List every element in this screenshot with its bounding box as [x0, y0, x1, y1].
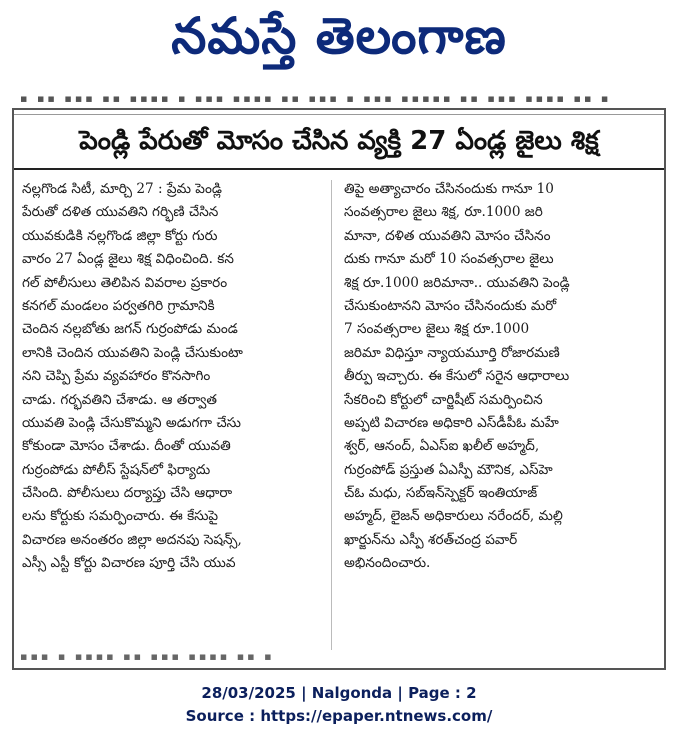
text-line: వారం 27 ఏండ్ల జైలు శిక్ష విధించింది. కన	[22, 251, 234, 268]
article-column-right	[344, 178, 640, 576]
text-line: లను కోర్టుకు సమర్పించారు. ఈ కేసుపై	[22, 508, 219, 525]
headline-rule	[14, 168, 664, 170]
text-line: సేకరించి కోర్టులో చార్జిషీట్ సమర్పించిన	[344, 391, 543, 408]
text-line: నని చెప్పి ప్రేమ వ్యవహారం కొనసాగిం	[22, 368, 211, 385]
text-line: దుకు గానూ మరో 10 సంవత్సరాల జైలు	[344, 251, 554, 268]
text-line: కోకుండా మోసం చేశాడు. దీంతో యువతి	[22, 438, 231, 455]
text-line: తీర్పు ఇచ్చారు. ఈ కేసులో సరైన ఆధారాలు	[344, 368, 570, 385]
article-column-left	[22, 178, 318, 576]
text-line: గుర్రంపోడు పోలీస్ స్టేషన్‌లో ఫిర్యాదు	[22, 461, 211, 478]
text-line: శిక్ష రూ.1000 జరిమానా.. యువతిని పెండ్లి	[344, 274, 570, 291]
newspaper-masthead: నమస్తే తెలంగాణ	[171, 6, 507, 65]
text-line: లానికి చెందిన యువతిని పెండ్లి చేసుకుంటా	[22, 344, 243, 361]
text-line: నల్లగొండ సిటీ, మార్చి 27 : ప్రేమ పెండ్లి	[22, 181, 222, 197]
column-divider	[331, 180, 332, 650]
text-line: సంవత్సరాల జైలు శిక్ష, రూ.1000 జరి	[344, 204, 543, 221]
cropped-text-bottom: ▪▪▪ ▪ ▪▪▪▪ ▪▪ ▪▪▪ ▪▪▪▪ ▪▪ ▪	[20, 652, 275, 662]
text-line: యువతి పెండ్లి చేసుకొమ్మని అడుగగా చేసు	[22, 414, 241, 431]
text-line: శ్వర్, ఆనంద్, ఏఎస్ఐ ఖలీల్ అహ్మద్,	[344, 438, 540, 455]
text-line: గల్ పోలీసులు తెలిపిన వివరాల ప్రకారం	[22, 274, 228, 291]
text-line: విచారణ అనంతరం జిల్లా అదనపు సెషన్స్,	[22, 531, 242, 548]
source-link[interactable]: Source : https://epaper.ntnews.com/	[185, 707, 493, 725]
text-line: గుర్రంపోడ్ ప్రస్తుత ఏఎస్పీ మౌనిక, ఎస్‌హె	[344, 461, 553, 478]
text-line: ఎస్సీ ఎస్టీ కోర్టు విచారణ పూర్తి చేసి యువ	[22, 555, 236, 572]
text-line: చ్ఓ మధు, సబ్‌ఇన్‌స్పెక్టర్ ఇంతియాజ్	[344, 485, 538, 502]
article-headline: పెండ్లి పేరుతో మోసం చేసిన వ్యక్తి 27 ఏండ్ల జైలు శిక్ష	[79, 126, 599, 156]
text-line: కనగల్ మండలం పర్వతగిరి గ్రామానికి	[22, 297, 215, 314]
text-line: చెందిన నల్లబోతు జగన్ గుర్రంపోడు మండ	[22, 321, 238, 338]
text-line: పేరుతో దళిత యువతిని గర్భిణి చేసిన	[22, 204, 219, 221]
text-line: చాడు. గర్భవతిని చేశాడు. ఆ తర్వాత	[22, 391, 217, 408]
top-rule	[14, 114, 664, 115]
text-line: అహ్మద్, లైజన్ అధికారులు నరేందర్, మల్లి	[344, 508, 563, 525]
text-line: యువకుడికి నల్లగొండ జిల్లా కోర్టు గురు	[22, 227, 218, 244]
text-line: చేసింది. పోలీసులు దర్యాప్తు చేసి ఆధారా	[22, 485, 233, 502]
cropped-text-top: ▪ ▪▪ ▪▪▪ ▪▪ ▪▪▪▪ ▪ ▪▪▪ ▪▪▪▪ ▪▪ ▪▪▪ ▪ ▪▪▪ ▪▪▪▪▪ ▪▪ ▪▪▪ ▪▪▪▪ ▪▪ ▪	[20, 94, 612, 104]
text-line: ఖార్జున్‌ను ఎస్పీ శరత్‌చంద్ర పవార్	[344, 531, 518, 548]
text-line: అప్పటి విచారణ అధికారి ఎస్‌డీపీఓ మహే	[344, 414, 559, 431]
edition-info: 28/03/2025 | Nalgonda | Page : 2	[201, 684, 477, 702]
text-line: 7 సంవత్సరాల జైలు శిక్ష రూ.1000	[344, 321, 530, 338]
text-line: తిపై అత్యాచారం చేసినందుకు గానూ 10	[344, 181, 554, 197]
text-line: మానా, దళిత యువతిని మోసం చేసినం	[344, 227, 551, 244]
text-line: జరిమా విధిస్తూ న్యాయమూర్తి రోజారమణి	[344, 344, 560, 361]
text-line: చేసుకుంటానని మోసం చేసినందుకు మరో	[344, 297, 557, 314]
text-line: అభినందించారు.	[344, 555, 431, 572]
